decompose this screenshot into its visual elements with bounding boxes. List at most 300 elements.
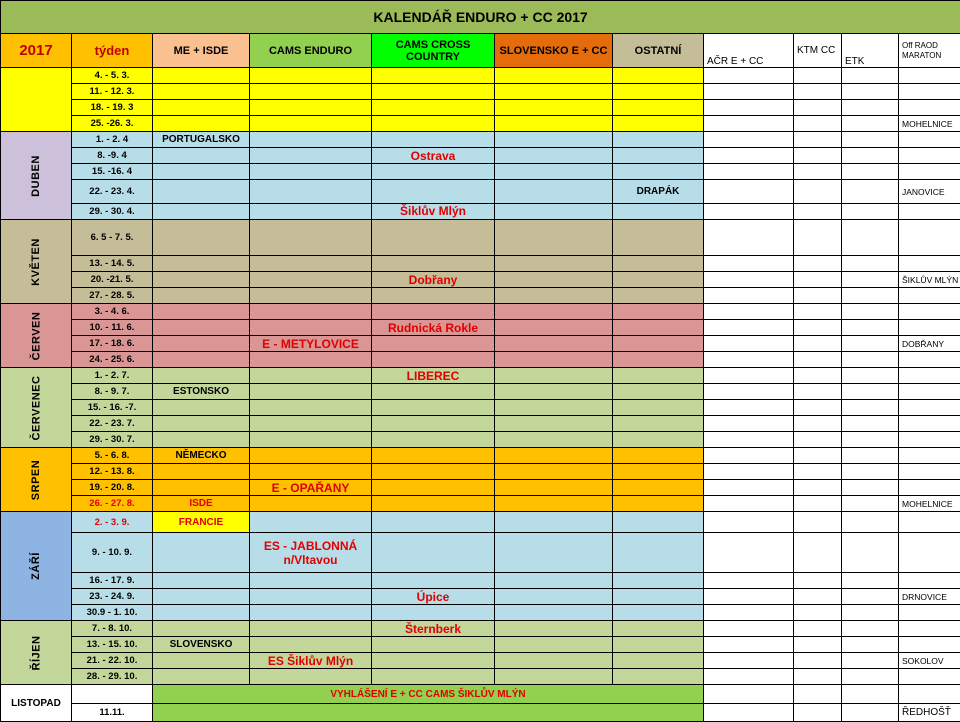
acr-cell — [704, 416, 794, 432]
calendar-row — [1, 219, 960, 255]
slovensko-event — [495, 256, 613, 272]
ostatni-event — [613, 432, 704, 448]
announcement-event: VYHLÁŠENÍ E + CC CAMS ŠIKLŮV MLÝN — [153, 685, 704, 703]
week-date: 22. - 23. 4. — [72, 180, 153, 203]
week-date: 8. - 9. 7. — [72, 384, 153, 400]
cams-cc-event — [372, 637, 495, 653]
etk-cell — [842, 219, 899, 255]
me-isde-event — [153, 203, 250, 219]
week-date: 12. - 13. 8. — [72, 464, 153, 480]
maraton-event — [899, 368, 960, 384]
maraton-event — [899, 256, 960, 272]
week-date: 23. - 24. 9. — [72, 589, 153, 605]
slovensko-event — [495, 132, 613, 148]
cams-cc-event — [372, 352, 495, 368]
etk-cell — [842, 116, 899, 132]
acr-cell — [704, 100, 794, 116]
etk-cell — [842, 480, 899, 496]
ostatni-event — [613, 148, 704, 164]
week-date: 29. - 30. 7. — [72, 432, 153, 448]
cams-cc-event — [372, 605, 495, 621]
cams-cc-event — [372, 669, 495, 685]
slovensko-event — [495, 100, 613, 116]
cams-enduro-event — [250, 368, 372, 384]
me-isde-event — [153, 669, 250, 685]
slovensko-event — [495, 336, 613, 352]
etk-cell — [842, 621, 899, 637]
calendar-row — [1, 68, 960, 84]
slovensko-event — [495, 669, 613, 685]
slovensko-event — [495, 384, 613, 400]
ostatni-event — [613, 288, 704, 304]
slovensko-event — [495, 352, 613, 368]
ktm-cell — [794, 384, 842, 400]
me-isde-event: PORTUGALSKO — [153, 132, 250, 148]
calendar-row — [1, 288, 960, 304]
cams-cc-event — [372, 84, 495, 100]
acr-cell — [704, 256, 794, 272]
calendar-row — [1, 336, 960, 352]
acr-cell — [704, 320, 794, 336]
slovensko-event — [495, 416, 613, 432]
me-isde-event — [153, 589, 250, 605]
slovensko-event — [495, 400, 613, 416]
me-isde-event — [153, 180, 250, 203]
week-date: 9. - 10. 9. — [72, 532, 153, 573]
ostatni-event — [613, 219, 704, 255]
cams-enduro-event — [250, 352, 372, 368]
cams-enduro-event — [250, 180, 372, 203]
maraton-event — [899, 512, 960, 532]
cams-enduro-event — [250, 416, 372, 432]
ktm-cell — [794, 116, 842, 132]
slovensko-event — [495, 368, 613, 384]
acr-cell — [704, 496, 794, 512]
etk-cell — [842, 532, 899, 573]
cams-enduro-event — [250, 84, 372, 100]
month-label-cell — [1, 621, 72, 685]
cams-cc-event: Dobřany — [372, 272, 495, 288]
maraton-event — [899, 148, 960, 164]
ktm-cell — [794, 400, 842, 416]
cams-cc-event — [372, 512, 495, 532]
ostatni-event — [613, 84, 704, 100]
ostatni-event — [613, 605, 704, 621]
maraton-event — [899, 219, 960, 255]
me-isde-event: FRANCIE — [153, 512, 250, 532]
maraton-event — [899, 288, 960, 304]
etk-header: ETK — [842, 34, 899, 68]
acr-cell — [704, 573, 794, 589]
week-date: 21. - 22. 10. — [72, 653, 153, 669]
etk-cell — [842, 164, 899, 180]
acr-cell — [704, 272, 794, 288]
acr-cell — [704, 116, 794, 132]
acr-cell — [704, 132, 794, 148]
week-date: 16. - 17. 9. — [72, 573, 153, 589]
cams-cc-event — [372, 400, 495, 416]
acr-cell — [704, 288, 794, 304]
acr-cell — [704, 164, 794, 180]
etk-cell — [842, 589, 899, 605]
ktm-cell — [794, 496, 842, 512]
ostatni-event — [613, 573, 704, 589]
ktm-cell — [794, 320, 842, 336]
month-label-cell — [1, 685, 72, 722]
cams-enduro-event — [250, 288, 372, 304]
maraton-event — [899, 685, 960, 703]
ktm-cell — [794, 605, 842, 621]
acr-cell — [704, 532, 794, 573]
acr-cell — [704, 669, 794, 685]
cams-enduro-event — [250, 203, 372, 219]
ktm-cell — [794, 653, 842, 669]
calendar-row — [1, 464, 960, 480]
ktm-cell — [794, 288, 842, 304]
calendar-row — [1, 621, 960, 637]
etk-cell — [842, 637, 899, 653]
cams-enduro-event: ES - JABLONNÁ n/Vltavou — [250, 532, 372, 573]
week-date: 11. - 12. 3. — [72, 84, 153, 100]
calendar-row — [1, 432, 960, 448]
month-label-cell — [1, 132, 72, 220]
ktm-cell — [794, 256, 842, 272]
cams-enduro-event — [250, 448, 372, 464]
me-isde-event — [153, 116, 250, 132]
slovensko-event — [495, 180, 613, 203]
me-isde-event — [153, 416, 250, 432]
ktm-cell — [794, 532, 842, 573]
ostatni-event — [613, 320, 704, 336]
me-isde-event — [153, 573, 250, 589]
acr-cell — [704, 368, 794, 384]
cams-enduro-event — [250, 589, 372, 605]
me-isde-event — [153, 164, 250, 180]
week-date: 20. -21. 5. — [72, 272, 153, 288]
acr-cell — [704, 336, 794, 352]
calendar-row — [1, 532, 960, 573]
cams-cc-event — [372, 384, 495, 400]
slovensko-event — [495, 84, 613, 100]
slovensko-event — [495, 448, 613, 464]
month-label: ČERVEN — [30, 311, 42, 361]
etk-cell — [842, 288, 899, 304]
calendar-row — [1, 368, 960, 384]
cams-enduro-event — [250, 432, 372, 448]
etk-cell — [842, 368, 899, 384]
acr-cell — [704, 637, 794, 653]
me-isde-event — [153, 148, 250, 164]
week-date: 6. 5 - 7. 5. — [72, 219, 153, 255]
acr-cell — [704, 84, 794, 100]
etk-cell — [842, 68, 899, 84]
calendar-row — [1, 100, 960, 116]
calendar-row — [1, 320, 960, 336]
cams-enduro-event — [250, 219, 372, 255]
maraton-event: DRNOVICE — [899, 589, 960, 605]
ktm-cell — [794, 464, 842, 480]
maraton-event — [899, 448, 960, 464]
me-isde-event — [153, 288, 250, 304]
cams-cc-event — [372, 256, 495, 272]
ostatni-event — [613, 272, 704, 288]
ostatni-event — [613, 256, 704, 272]
maraton-event — [899, 384, 960, 400]
week-date: 2. - 3. 9. — [72, 512, 153, 532]
etk-cell — [842, 132, 899, 148]
etk-cell — [842, 180, 899, 203]
calendar-row — [1, 272, 960, 288]
slovensko-event — [495, 637, 613, 653]
calendar-row — [1, 512, 960, 532]
etk-cell — [842, 148, 899, 164]
week-date: 27. - 28. 5. — [72, 288, 153, 304]
month-label: DUBEN — [30, 154, 42, 197]
me-isde-event — [153, 100, 250, 116]
calendar-row — [1, 685, 960, 703]
maraton-event — [899, 352, 960, 368]
week-date: 19. - 20. 8. — [72, 480, 153, 496]
slovensko-event — [495, 116, 613, 132]
me-isde-event — [153, 320, 250, 336]
maraton-event — [899, 432, 960, 448]
slovensko-event — [495, 653, 613, 669]
month-label: SRPEN — [30, 459, 42, 501]
slovensko-event — [495, 605, 613, 621]
ostatni-event — [613, 653, 704, 669]
slovensko-event — [495, 219, 613, 255]
ktm-cell — [794, 432, 842, 448]
calendar-row — [1, 132, 960, 148]
me-isde-event — [153, 432, 250, 448]
slovensko-event — [495, 512, 613, 532]
cams-enduro-event — [250, 304, 372, 320]
maraton-event: SOKOLOV — [899, 653, 960, 669]
cams-enduro-event: ES Šiklův Mlýn — [250, 653, 372, 669]
ktm-cell — [794, 352, 842, 368]
acr-cell — [704, 703, 794, 721]
maraton-event — [899, 320, 960, 336]
ostatni-event — [613, 68, 704, 84]
slovensko-event — [495, 464, 613, 480]
ktm-cell — [794, 164, 842, 180]
slovensko-event — [495, 68, 613, 84]
week-date: 8. -9. 4 — [72, 148, 153, 164]
cams-cc-event — [372, 132, 495, 148]
calendar-row — [1, 180, 960, 203]
maraton-event: DOBŘANY — [899, 336, 960, 352]
slovensko-event — [495, 621, 613, 637]
calendar-row — [1, 384, 960, 400]
week-date: 17. - 18. 6. — [72, 336, 153, 352]
ostatni-event — [613, 589, 704, 605]
acr-cell — [704, 512, 794, 532]
sheet-title: KALENDÁŘ ENDURO + CC 2017 — [1, 1, 960, 34]
maraton-event: ŠIKLŮV MLÝN — [899, 272, 960, 288]
calendar-row — [1, 256, 960, 272]
cams-enduro-event: E - OPAŘANY — [250, 480, 372, 496]
calendar-row — [1, 653, 960, 669]
month-label-cell — [1, 68, 72, 132]
ostatni-event — [613, 100, 704, 116]
month-label: ČERVENEC — [30, 375, 42, 441]
me-isde-event — [153, 400, 250, 416]
ostatni-event — [613, 496, 704, 512]
acr-cell — [704, 68, 794, 84]
etk-cell — [842, 203, 899, 219]
ostatni-event — [613, 416, 704, 432]
me-isde-event — [153, 219, 250, 255]
slovensko-event — [495, 496, 613, 512]
etk-cell — [842, 304, 899, 320]
me-isde-event — [153, 336, 250, 352]
calendar-row — [1, 480, 960, 496]
ostatni-event — [613, 637, 704, 653]
week-date: 24. - 25. 6. — [72, 352, 153, 368]
etk-cell — [842, 685, 899, 703]
maraton-event — [899, 84, 960, 100]
ktm-cell — [794, 637, 842, 653]
me-isde-event — [153, 84, 250, 100]
etk-cell — [842, 432, 899, 448]
ktm-cell — [794, 573, 842, 589]
etk-cell — [842, 573, 899, 589]
cams-enduro-event — [250, 132, 372, 148]
maraton-event — [899, 68, 960, 84]
maraton-event — [899, 532, 960, 573]
week-date: 29. - 30. 4. — [72, 203, 153, 219]
maraton-event — [899, 637, 960, 653]
week-date — [72, 685, 153, 703]
cams-cc-event — [372, 180, 495, 203]
week-date: 3. - 4. 6. — [72, 304, 153, 320]
cams-cc-event: Šternberk — [372, 621, 495, 637]
week-date: 15. -16. 4 — [72, 164, 153, 180]
maraton-event — [899, 400, 960, 416]
acr-header: AČR E + CC — [704, 34, 794, 68]
maraton-event — [899, 203, 960, 219]
week-date: 30.9 - 1. 10. — [72, 605, 153, 621]
ktm-cell — [794, 512, 842, 532]
etk-cell — [842, 496, 899, 512]
cams-enduro-event — [250, 637, 372, 653]
acr-cell — [704, 384, 794, 400]
calendar-row — [1, 400, 960, 416]
cams-cc-event: Ostrava — [372, 148, 495, 164]
slovensko-event — [495, 164, 613, 180]
calendar-row — [1, 496, 960, 512]
ostatni-event — [613, 203, 704, 219]
calendar-row — [1, 573, 960, 589]
month-label-cell — [1, 512, 72, 621]
ktm-cell — [794, 180, 842, 203]
ostatni-event — [613, 621, 704, 637]
week-date: 15. - 16. -7. — [72, 400, 153, 416]
week-date: 1. - 2. 4 — [72, 132, 153, 148]
etk-cell — [842, 352, 899, 368]
ostatni-event: DRAPÁK — [613, 180, 704, 203]
etk-cell — [842, 669, 899, 685]
me-isde-event — [153, 256, 250, 272]
cams-cc-event — [372, 653, 495, 669]
acr-cell — [704, 304, 794, 320]
acr-cell — [704, 180, 794, 203]
month-label-cell — [1, 368, 72, 448]
acr-cell — [704, 432, 794, 448]
cams-cc-event: Šiklův Mlýn — [372, 203, 495, 219]
cams-cc-event — [372, 219, 495, 255]
ostatni-event — [613, 352, 704, 368]
week-date: 13. - 15. 10. — [72, 637, 153, 653]
cams-cc-event — [372, 464, 495, 480]
week-date: 11.11. — [72, 703, 153, 721]
cams-cc-event — [372, 432, 495, 448]
cams-enduro-event — [250, 68, 372, 84]
slovensko-event — [495, 432, 613, 448]
maraton-event — [899, 669, 960, 685]
calendar-row — [1, 637, 960, 653]
month-label-cell — [1, 448, 72, 512]
me-isde-header: ME + ISDE — [153, 34, 250, 68]
slovensko-header: SLOVENSKO E + CC — [495, 34, 613, 68]
calendar-row — [1, 589, 960, 605]
cams-enduro-event — [250, 256, 372, 272]
week-date: 28. - 29. 10. — [72, 669, 153, 685]
ostatni-event — [613, 532, 704, 573]
ktm-cell — [794, 203, 842, 219]
ostatni-event — [613, 400, 704, 416]
maraton-event: MOHELNICE — [899, 116, 960, 132]
me-isde-event — [153, 368, 250, 384]
maraton-header: Off RAOD MARATON — [899, 34, 960, 68]
cams-enduro-event — [250, 116, 372, 132]
calendar-row — [1, 304, 960, 320]
me-isde-event — [153, 621, 250, 637]
etk-cell — [842, 416, 899, 432]
calendar-row — [1, 703, 960, 721]
cams-cc-event — [372, 573, 495, 589]
maraton-event — [899, 480, 960, 496]
ostatni-event — [613, 164, 704, 180]
acr-cell — [704, 448, 794, 464]
cams-cc-event — [372, 164, 495, 180]
etk-cell — [842, 448, 899, 464]
etk-cell — [842, 384, 899, 400]
ktm-header: KTM CC — [794, 34, 842, 68]
cams-enduro-event — [250, 320, 372, 336]
etk-cell — [842, 512, 899, 532]
week-date: 26. - 27. 8. — [72, 496, 153, 512]
month-label: ZÁŘÍ — [29, 552, 42, 581]
etk-cell — [842, 256, 899, 272]
cams-cc-event: Rudnická Rokle — [372, 320, 495, 336]
ostatni-event — [613, 448, 704, 464]
ostatni-event — [613, 368, 704, 384]
ktm-cell — [794, 219, 842, 255]
week-date: 4. - 5. 3. — [72, 68, 153, 84]
me-isde-event — [153, 352, 250, 368]
ktm-cell — [794, 368, 842, 384]
ktm-cell — [794, 669, 842, 685]
etk-cell — [842, 320, 899, 336]
cams-cross-country-header: CAMS CROSS COUNTRY — [372, 34, 495, 68]
ostatni-event — [613, 304, 704, 320]
calendar-row — [1, 416, 960, 432]
etk-cell — [842, 653, 899, 669]
calendar-row — [1, 605, 960, 621]
week-date: 13. - 14. 5. — [72, 256, 153, 272]
ktm-cell — [794, 589, 842, 605]
